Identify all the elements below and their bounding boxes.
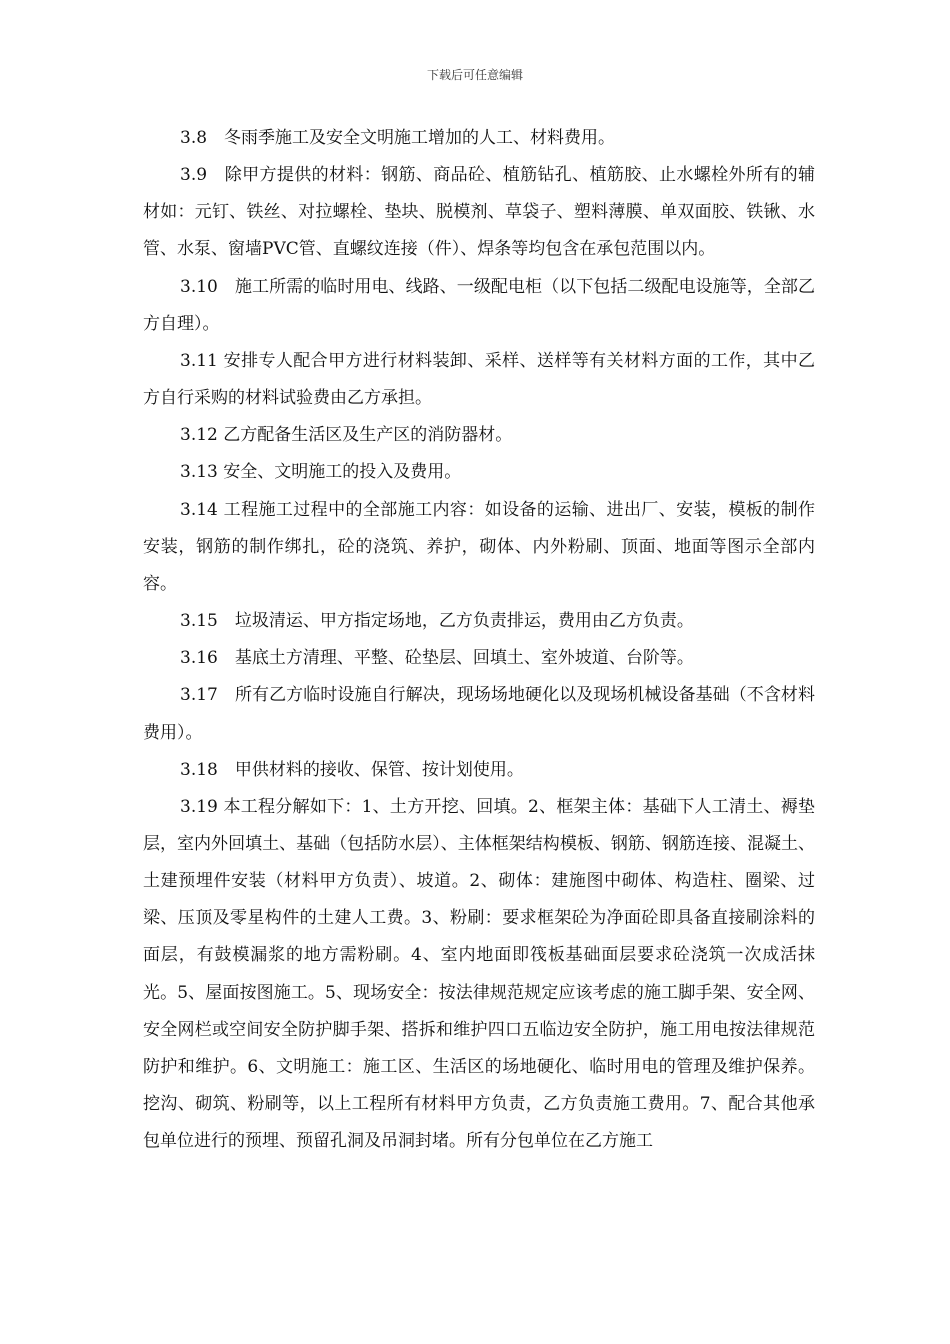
paragraph-3-19: 3.19 本工程分解如下：1、土方开挖、回填。2、框架主体：基础下人工清土、褥垫层，室内外回填土、基础（包括防水层）、主体框架结构模板、钢筋、钢筋连接、混凝土、土建预埋件安装（材料甲方负责）、坡道。2、砌体：建施图中砌体、构造柱、圈梁、过梁、压顶及零星构件的土建人工费。3、粉刷：要求框架砼为净面砼即具备直接刷涂料的面层，有鼓模漏浆的地方需粉刷。4、室内地面即筏板基础面层要求砼浇筑一次成活抹光。5、屋面按图施工。5、现场安全：按法律规范规定应该考虑的施工脚手架、安全网、安全网栏或空间安全防护脚手架、搭拆和维护四口五临边安全防护，施工用电按法律规范防护和维护。6、文明施工：施工区、生活区的场地硬化、临时用电的管理及维护保养。挖沟、砌筑、粉刷等，以上工程所有材料甲方负责，乙方负责施工费用。7、配合其他承包单位进行的预埋、预留孔洞及吊洞封堵。所有分包单位在乙方施工 [143,796,815,1152]
paragraph-3-11: 3.11 安排专人配合甲方进行材料装卸、采样、送样等有关材料方面的工作，其中乙方自行采购的材料试验费由乙方承担。 [143,350,815,409]
paragraph-3-16: 3.16 基底土方清理、平整、砼垫层、回填土、室外坡道、台阶等。 [180,648,694,669]
paragraph-3-9: 3.9 除甲方提供的材料：钢筋、商品砼、植筋钻孔、植筋胶、止水螺栓外所有的辅材如：元钉、铁丝、对拉螺栓、垫块、脱模剂、草袋子、塑料薄膜、单双面胶、铁锹、水管、水泵、窗墙PVC管、直螺纹连接（件）、焊条等均包含在承包范围以内。 [143,165,815,260]
paragraph-3-8: 3.8 冬雨季施工及安全文明施工增加的人工、材料费用。 [180,128,616,148]
paragraph-3-14: 3.14 工程施工过程中的全部施工内容：如设备的运输、进出厂、安装，模板的制作安装，钢筋的制作绑扎，砼的浇筑、养护，砌体、内外粉刷、顶面、地面等图示全部内容。 [143,499,815,594]
paragraph-3-17: 3.17 所有乙方临时设施自行解决，现场场地硬化以及现场机械设备基础（不含材料费用）。 [143,685,815,743]
document-body [143,120,815,1160]
paragraph-3-15: 3.15 垃圾清运、甲方指定场地，乙方负责排运，费用由乙方负责。 [180,611,694,632]
paragraph-3-10: 3.10 施工所需的临时用电、线路、一级配电柜（以下包括二级配电设施等，全部乙方自理）。 [143,276,815,334]
paragraph-3-18: 3.18 甲供材料的接收、保管、按计划使用。 [180,759,524,780]
page-header: 下载后可任意编辑 [426,68,523,82]
paragraph-3-13: 3.13 安全、文明施工的投入及费用。 [180,462,462,483]
paragraph-3-12: 3.12 乙方配备生活区及生产区的消防器材。 [180,425,513,446]
